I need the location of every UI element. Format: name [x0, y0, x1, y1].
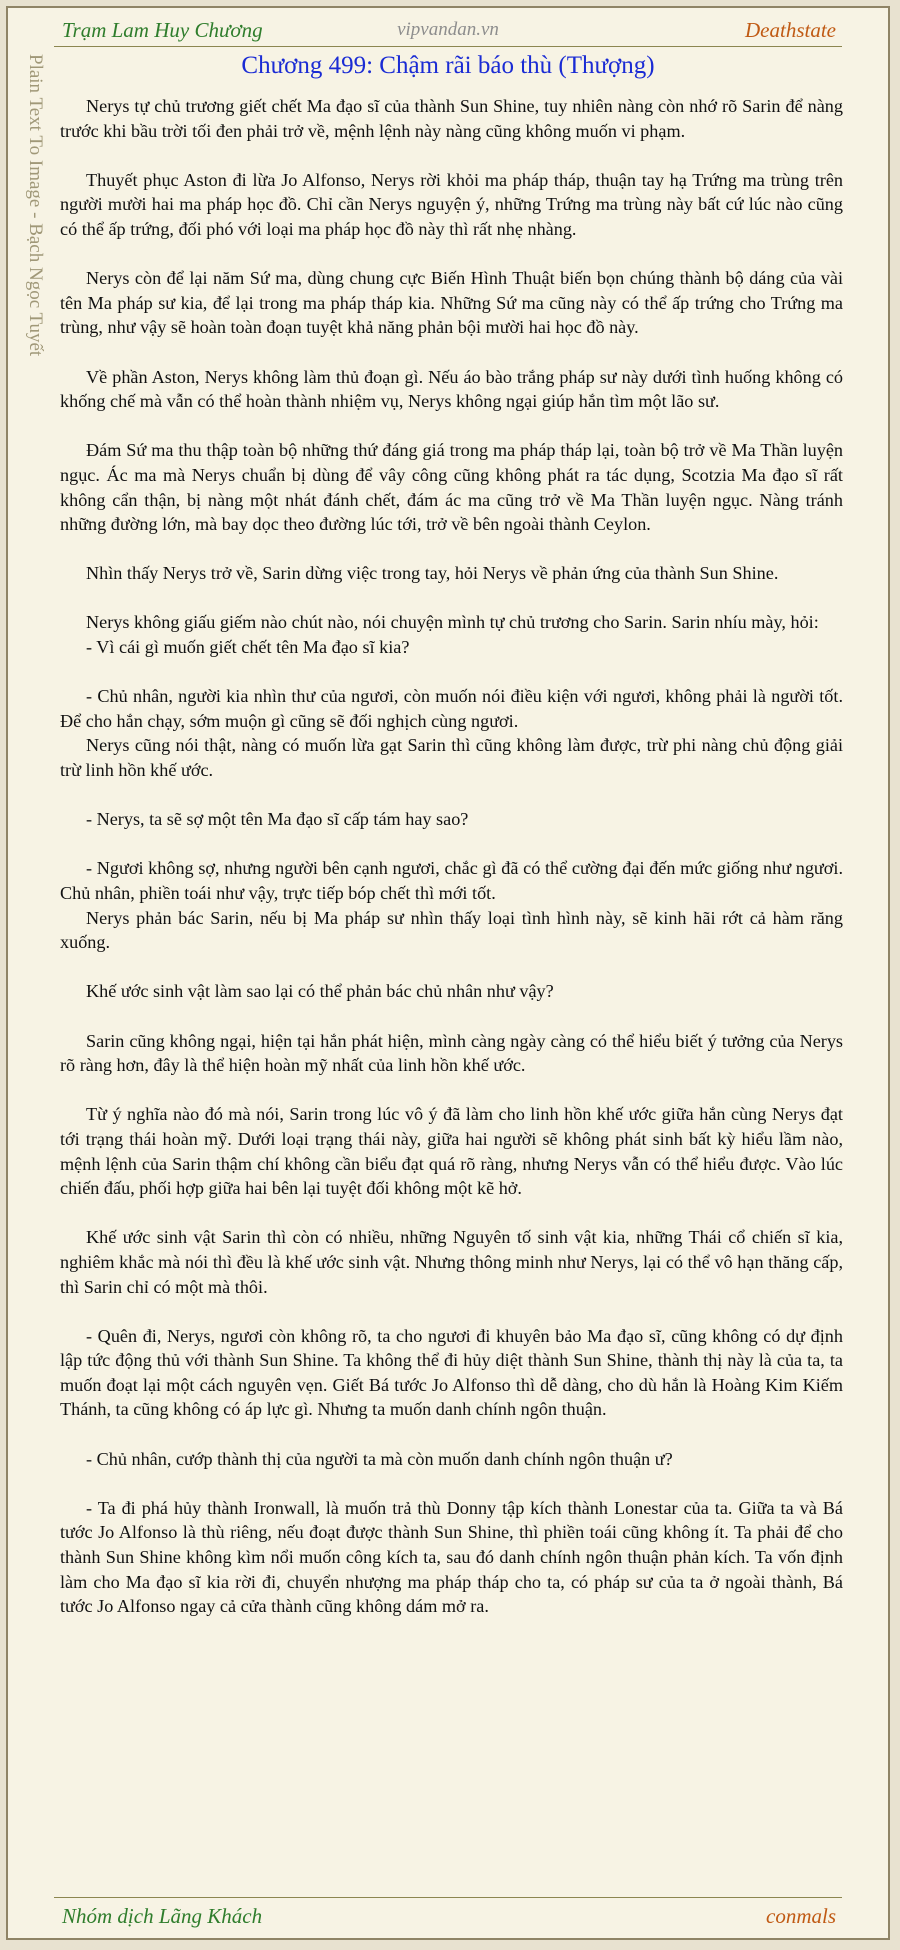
paragraph: Nerys còn để lại năm Sứ ma, dùng chung cực Biến Hình Thuật biến bọn chúng thành bộ dáng của vài tên Ma pháp sư kia, để lại trong ma pháp tháp kia. Những Sứ ma cũng này có thể ấp trứng cho Trứng ma trùng, như vậy sẽ hoàn toàn đoạn tuyệt khả năng phản bội mười hai học đồ này.	[60, 268, 843, 338]
paragraph: Khế ước sinh vật làm sao lại có thể phản bác chủ nhân như vậy?	[86, 981, 554, 1002]
paragraph: Sarin cũng không ngại, hiện tại hắn phát hiện, mình càng ngày càng có thể hiểu biết ý tưởng của Nerys rõ ràng hơn, đây là thể hiện hoàn mỹ nhất của linh hồn khế ước.	[60, 1030, 843, 1076]
footer	[54, 1897, 842, 1932]
footer-translator-group: Nhóm dịch Lãng Khách	[62, 1904, 263, 1928]
header-book-title: Deathstate	[745, 18, 836, 42]
paragraph: - Ta đi phá hủy thành Ironwall, là muốn trả thù Donny tập kích thành Lonestar của ta. Giữa ta và Bá tước Jo Alfonso là thù riêng, nếu đoạt được thành Sun Shine, thì phiền toái cũng không ít. Ta phải để cho thành Sun Shine không kìm nổi muốn công kích ta, sau đó danh chính ngôn thuận phản kích. Ta vốn định làm cho Ma đạo sĩ kia rời đi, chuyển nhượng ma pháp tháp cho ta, có pháp sư của ta ở ngoài thành, Bá tước Jo Alfonso ngay cả cửa thành cũng không dám mở ra.	[60, 1497, 843, 1617]
paragraph: Đám Sứ ma thu thập toàn bộ những thứ đáng giá trong ma pháp tháp lại, toàn bộ trở về Ma Thần luyện ngục. Ác ma mà Nerys chuẩn bị dùng để vây công cũng không phát ra tác dụng, Scotzia Ma đạo sĩ rất không cẩn thận, bị nàng một nhát đánh chết, đám ác ma cũng trở về Ma Thần luyện ngục. Nàng tránh những đường lớn, mà bay dọc theo đường lúc tới, trở về bên ngoài thành Ceylon.	[60, 440, 843, 535]
paragraph: Nhìn thấy Nerys trở về, Sarin dừng việc trong tay, hỏi Nerys về phản ứng của thành Sun Shine.	[86, 563, 779, 584]
paragraph: - Vì cái gì muốn giết chết tên Ma đạo sĩ kia?	[86, 637, 410, 658]
side-watermark: Plain Text To Image - Bạch Ngọc Tuyết	[25, 54, 46, 357]
paragraph: - Quên đi, Nerys, ngươi còn không rõ, ta cho ngươi đi khuyên bảo Ma đạo sĩ, cũng không có dự định lập tức động thủ với thành Sun Shine. Ta không thể đi hủy diệt thành Sun Shine, thành thị này là của ta, ta muốn đoạt lại một cách nguyên vẹn. Giết Bá tước Jo Alfonso thì dễ dàng, cho dù hắn là Hoàng Kim Kiếm Thánh, ta cũng không có áp lực gì. Nhưng ta muốn danh chính ngôn thuận.	[60, 1325, 843, 1420]
paragraph: Nerys cũng nói thật, nàng có muốn lừa gạt Sarin thì cũng không làm được, trừ phi nàng chủ động giải trừ linh hồn khế ước.	[60, 735, 843, 781]
paragraph: Nerys không giấu giếm nào chút nào, nói chuyện mình tự chủ trương cho Sarin. Sarin nhíu mày, hỏi:	[86, 612, 819, 633]
paragraph: Nerys tự chủ trương giết chết Ma đạo sĩ của thành Sun Shine, tuy nhiên nàng còn nhớ rõ Sarin để nàng trước khi bầu trời tối đen phải trở về, mệnh lệnh này nàng cũng không muốn vi phạm.	[60, 96, 843, 141]
paragraph: - Chủ nhân, người kia nhìn thư của ngươi, còn muốn nói điều kiện với ngươi, không phải là người tốt. Để cho hắn chạy, sớm muộn gì cũng sẽ đối nghịch cùng ngươi.	[60, 686, 843, 731]
footer-uploader: conmals	[766, 1904, 836, 1928]
header-site-name: Trạm Lam Huy Chương	[62, 18, 263, 42]
chapter-title: Chương 499: Chậm rãi báo thù (Thượng)	[241, 52, 655, 79]
page	[6, 6, 890, 1940]
header-website: vipvandan.vn	[397, 19, 499, 40]
header	[54, 14, 842, 47]
paragraph: Nerys phản bác Sarin, nếu bị Ma pháp sư nhìn thấy loại tình hình này, sẽ kinh hãi rớt cả hàm răng xuống.	[60, 907, 843, 953]
paragraph: Khế ước sinh vật Sarin thì còn có nhiều, những Nguyên tố sinh vật kia, những Thái cổ chiến sĩ kia, nghiêm khắc mà nói thì đều là khế ước sinh vật. Nhưng thông minh như Nerys, lại có thể vô hạn thăng cấp, thì Sarin chỉ có một mà thôi.	[60, 1227, 843, 1297]
paragraph: Từ ý nghĩa nào đó mà nói, Sarin trong lúc vô ý đã làm cho linh hồn khế ước giữa hắn cùng Nerys đạt tới trạng thái hoàn mỹ. Dưới loại trạng thái này, giữa hai người sẽ không phát sinh bất kỳ hiểu lầm nào, mệnh lệnh của Sarin thậm chí không cần biểu đạt quá rõ ràng, nhưng Nerys vẫn có thể hiểu được. Vào lúc chiến đấu, phối hợp giữa hai bên lại tuyệt đối không một kẽ hở.	[60, 1104, 843, 1199]
paragraph: - Nerys, ta sẽ sợ một tên Ma đạo sĩ cấp tám hay sao?	[86, 809, 469, 830]
paragraph: - Ngươi không sợ, nhưng người bên cạnh ngươi, chắc gì đã có thể cường đại đến mức giống như ngươi. Chủ nhân, phiền toái như vậy, trực tiếp bóp chết thì mới tốt.	[60, 858, 843, 903]
chapter-content	[60, 94, 843, 1643]
paragraph: - Chủ nhân, cướp thành thị của người ta mà còn muốn danh chính ngôn thuận ư?	[86, 1448, 673, 1469]
paragraph: Thuyết phục Aston đi lừa Jo Alfonso, Nerys rời khỏi ma pháp tháp, thuận tay hạ Trứng ma trùng trên người mười hai ma pháp học đồ. Chỉ cần Nerys nguyện ý, những Trứng ma trùng này bất cứ lúc nào cũng có thể ấp trứng, đối phó với loại ma pháp học đồ này thì rất nhẹ nhàng.	[60, 169, 843, 239]
paragraph: Về phần Aston, Nerys không làm thủ đoạn gì. Nếu áo bào trắng pháp sư này dưới tình huống không có khống chế mà vẫn có thể hoàn thành nhiệm vụ, Nerys không ngại giúp hắn tìm một lão sư.	[60, 366, 843, 412]
